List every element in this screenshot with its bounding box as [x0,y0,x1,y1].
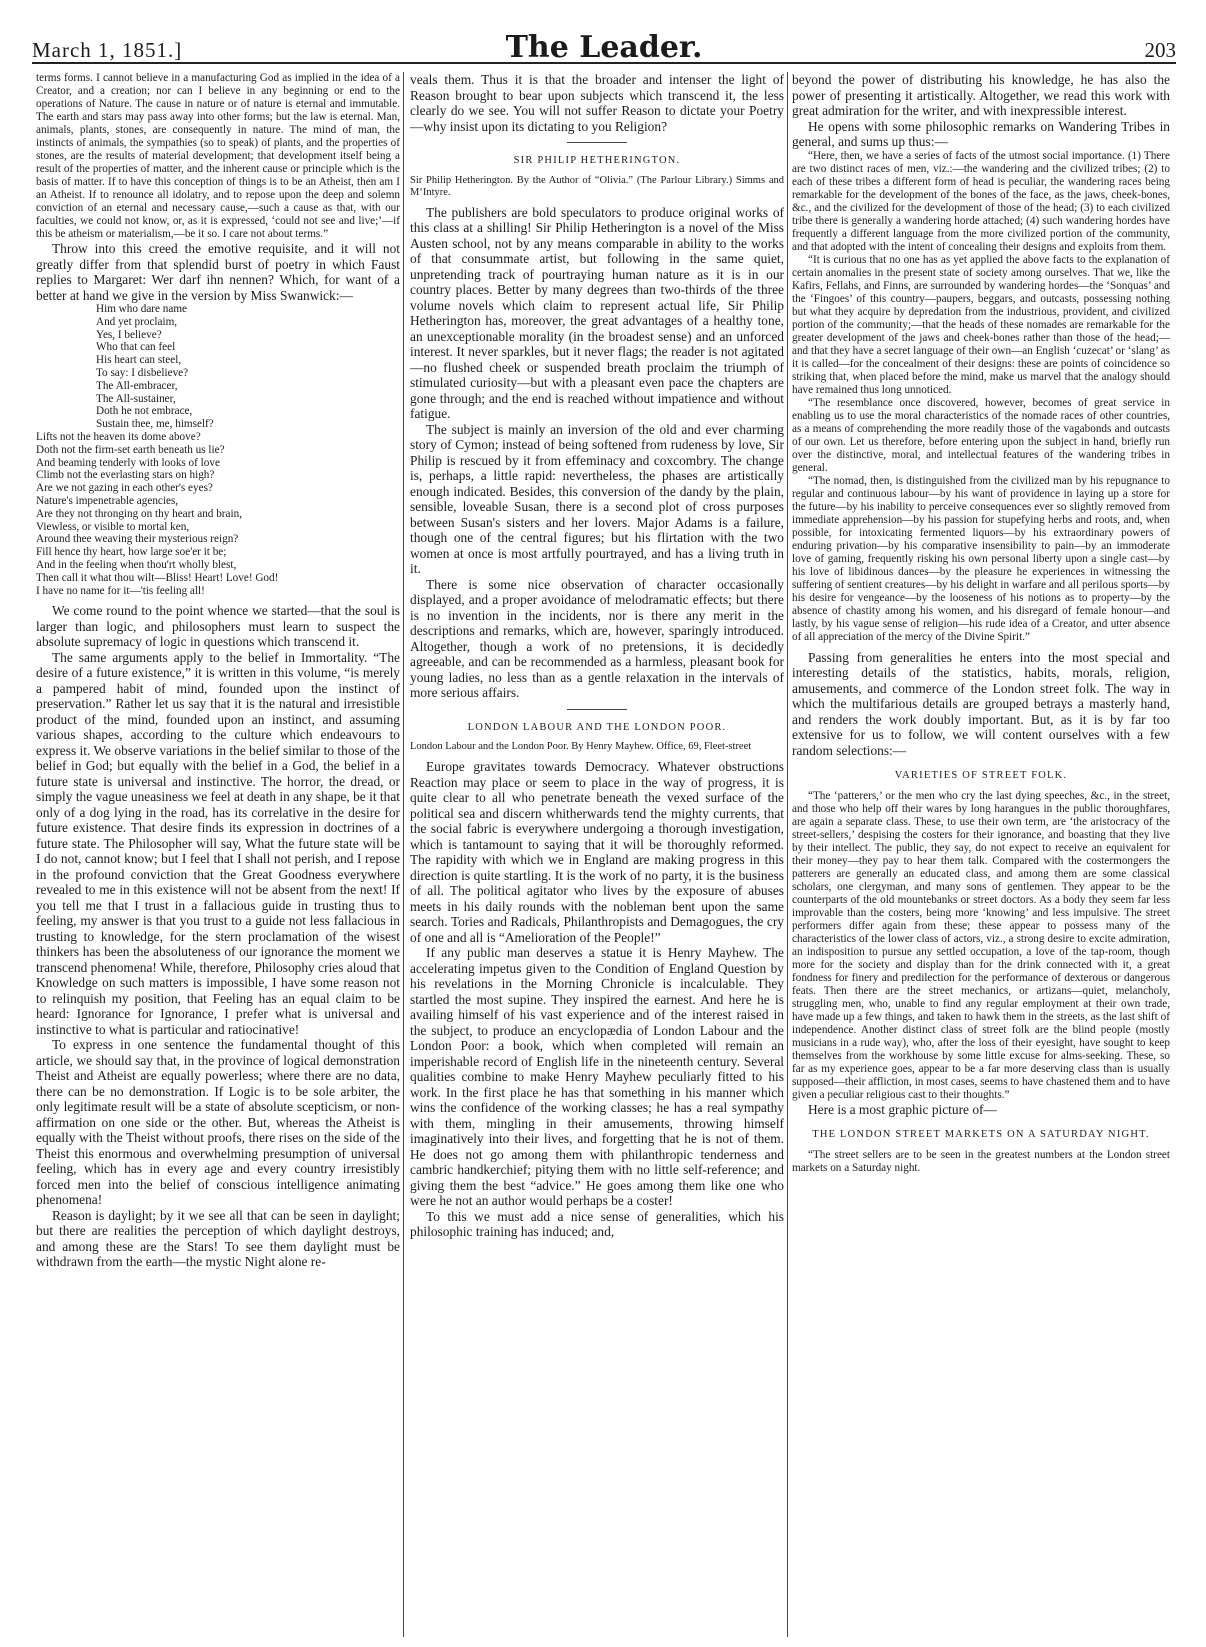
review-heading: LONDON LABOUR AND THE LONDON POOR. [467,721,727,733]
paragraph: Europe gravitates towards Democracy. Whatever obstructions Reaction may place or seem to place in the way of progress, it is quite clear to all who penetrate beneath the vexed surface of the political sea and discern whitherwards tend the mighty currents, that the social fabric is everywhere undergoing a thorough investigation, which is tantamount to saying that it will be thoroughly reformed. The rapidity with which we in England are making progress in this direction is quite startling. It is the work of no party, it is the business of all. The political agitator who lives by the exposure of abuses meets in his daily rounds with the nobleman bent upon the same search. Tories and Radicals, Philanthropists and Demagogues, the cry of one and all is “Amelioration of the People!” [410,759,784,945]
poem-line: I have no name for it—'tis feeling all! [36,584,205,597]
quote-block: “The nomad, then, is distinguished from the civilized man by his repugnance to regular and continuous labour—by his want of providence in laying up a store for the future—by his inability to perceive consequences ever so slightly removed from immediate apprehension—by his passion for stupefying herbs and roots, and, when possible, for intoxicating fermented liquors—by his extraordinary powers of enduring privation—by his comparative insensibility to pain—by an immoderate love of gaming, frequently risking his own personal liberty upon a single cast—by his love of libidinous dances—by the pleasure he experiences in witnessing the suffering of sentient creatures—by his delight in warfare and all perilous sports—by his desire for vengeance—by the looseness of his notions as to property—by the absence of chastity among his women, and his disregard of female honour—and lastly, by his vague sense of religion—his rude idea of a Creator, and utter absence of all appreciation of the mercy of the Divine Spirit.” [792,474,1170,643]
masthead-title: The Leader. [505,30,703,65]
column-3 [792,72,1170,1637]
quote-block: “The street sellers are to be seen in the greatest numbers at the London street markets on a Saturday night. [792,1148,1170,1174]
paragraph: beyond the power of distributing his knowledge, he has also the power of presenting it artistically. Altogether, we read this work with great admiration for the writer, and with inexpressible interest. [792,72,1170,118]
section-separator [567,142,627,143]
paragraph: The subject is mainly an inversion of the old and ever charming story of Cymon; instead of being softened from rudeness by love, Sir Philip is rescued by it from effeminacy and coxcombry. The change is, perhaps, a little rapid: nevertheless, the phases are artistically enough indicated. Besides, this conversion of the dandy by the plain, sensible, loveable Susan, there is a second plot of cross purposes between Susan's sisters and her lovers. Major Adams is a failure, though one of the central figures; but his flirtation with the two women at once is most artfully pourtrayed, and has a living truth in it. [410,421,784,576]
poem-line: Are they not thronging on thy heart and brain, [36,507,242,520]
quote-block: “It is curious that no one has as yet applied the above facts to the explanation of certain anomalies in the present state of society among ourselves. That we, like the Kafirs, Fellahs, and Finns, are surrounded by wandering hordes—the ‘Sonquas’ and the ‘Fingoes’ of this country—paupers, beggars, and outcasts, possessing nothing but what they acquire by depredation from the industrious, provident, and civilized portion of the community;—that the heads of these nomades are remarkable for the greater development of the jaws and cheek-bones rather than those of the head;—and that they have a secret language of their own—an English ‘cuzecat’ or ‘slang’ as it is called—for the concealment of their designs: these are points of coincidence so striking that, when placed before the mind, make us marvel that the analogy should have remained thus long unnoticed. [792,253,1170,396]
poem-line: Then call it what thou wilt—Bliss! Heart! Love! God! [36,571,279,584]
poem-line: Who that can feel [96,341,176,354]
issue-date: March 1, 1851.] [32,38,183,62]
column-1 [36,72,400,1637]
poem-line: Yes, I believe? [96,328,162,341]
poem-line: To say: I disbelieve? [96,366,189,379]
poem-line: Are we not gazing in each other's eyes? [36,482,213,495]
column-2 [410,72,784,1637]
poem-line: The All-sustainer, [96,392,176,405]
poem-line: Climb not the everlasting stars on high? [36,469,215,482]
poem-line: Lifts not the heaven its dome above? [36,430,201,443]
paragraph: veals them. Thus it is that the broader and intenser the light of Reason brought to bear upon subjects which transcend it, the less clearly do we see. You will not suffer Reason to dictate your Poetry—why insist upon its dictating to you Religion? [410,72,784,134]
paragraph: The publishers are bold speculators to produce original works of this class at a shilling! Sir Philip Hetherington is a novel of the Miss Austen school, not by any means comparable in ability to the works of that consummate artist, but following in the same quiet, unpretending track of pourtraying human nature as it is in our country places. Better by many degrees than two-thirds of the three volume novels which claim to represent actual life, Sir Philip Hetherington has, moreover, the great advantages of a healthy tone, an unexceptionable morality (in the broadest sense) and an unforced interest. It never sparkles, but it never flags; the reader is not agitated—no flushed cheek or suspended breath proclaim the triumph of stimulated curiosity—but with a pleasant even pace the chapters are gone through; and the end is reached without impatience and without fatigue. [410,204,784,421]
poem-line: Viewless, or visible to mortal ken, [36,520,190,533]
section-separator [567,709,627,710]
quote-block: “The resemblance once discovered, however, becomes of great service in enabling us to use the moral characteristics of the nomade races of other countries, as a means of comprehending the more readily those of the vagabonds and outcasts of our own. Let us therefore, before entering upon the subject in hand, briefly run over the distinctive, moral, and intellectual features of the wandering tribes in general. [792,396,1170,474]
poem-line: Him who dare name [96,303,188,315]
poem-line: Sustain thee, me, himself? [96,418,214,431]
paragraph: To express in one sentence the fundamental thought of this article, we should say that, in the province of logical demonstration Theist and Atheist are equally powerless; where there are no data, there can be no demonstration. If Logic is to be sole arbiter, the only legitimate result will be a state of absolute scepticism, or non-affirmation on one side or the other. But, whereas the Atheist is equally with the Theist without proofs, there rises on the side of the Theist this enormous and overwhelming presumption of universal feeling, which has in every age and every country irresistibly forced men into the belief of conscious intelligence animating phenomena! [36,1037,400,1208]
poem-line: And yet proclaim, [96,315,178,328]
poem-line: And beaming tenderly with looks of love [36,456,220,469]
page-number: 203 [1144,38,1176,62]
quote-block: terms forms. I cannot believe in a manufacturing God as implied in the idea of a Creator, and a creation; nor can I believe in any beginning or end to the operations of Nature. The cause in nature or of nature is eternal and immutable. The earth and stars may pass away into other forms; but the law is eternal. Man, animals, plants, stones, are consequently in nature. The mind of man, the instincts of animals, the sympathies (so to speak) of plants, and the properties of stones, are the results of material development; that development itself being a result of the properties of matter, and the inherent cause or principle which is the basis of matter. If to have this conception of things is to be an Atheist, then am I an Atheist. If to renounce all idolatry, and to repose upon the deep and solemn conviction of an eternal and necessary cause,—such a cause as that, with our faculties, we could not know, or, as it is expressed, ‘could not see and live;’—if this be atheism or materialism,—be it so. I care not about terms.” [36,72,400,240]
poem [36,303,400,597]
page-header [32,30,1176,76]
poem-line: Around thee weaving their mysterious reign? [36,533,239,546]
poem-line: Fill hence thy heart, how large soe'er it be; [36,546,227,559]
quote-block: “Here, then, we have a series of facts of the utmost social importance. (1) There are two distinct races of men, viz.:—the wandering and the civilized tribes; (2) to each of these tribes a different form of head is peculiar, the wandering races being remarkable for the development of the bones of the face, as the jaws, cheek-bones, &c., and the civilized for the development of those of the head; (3) to each civilized tribe there is generally a wandering horde attached; (4) such wandering hordes have frequently a different language from the more civilized portion of the community, and that adopted with the intent of concealing their designs and exploits from them. [792,149,1170,253]
review-heading: SIR PHILIP HETHERINGTON. [513,155,681,166]
paragraph: There is some nice observation of character occasionally displayed, and a proper avoidance of melodramatic effects; but there is no invention in the incidents, nor is there any merit in the descriptions and remarks, which are, however, sparingly introduced. Altogether, though a work of no pretensions, it is decidedly agreeable, and can be recommended as a harmless, pleasant book for young ladies, no less than as a gentle relaxation in the intervals of more serious affairs. [410,576,784,700]
paragraph: If any public man deserves a statue it is Henry Mayhew. The accelerating impetus given to the Condition of England Question by his revelations in the Morning Chronicle is incalculable. They startled the most supine. They inspired the earnest. And here he is availing himself of his vast experience and of the interest raised in the subject, to produce an encyclopædia of London Labour and the London Poor: a book, which when completed will remain an imperishable record of English life in the nineteenth century. Several qualities combine to make Henry Mayhew peculiarly fitted to his work. In the first place he has that something in his manner which wins the confidence of the working classes; he has a real sympathy with them, mingling in their amusements, throwing himself imaginatively into their lives, and forgetting that he is not of them. He does not go among them with philanthropic tenderness and cambric handkerchief; pitying them with no little self-reference; and giving them the best “advice.” He goes among them like one who were he not an author would perhaps be a coster! [410,945,784,1208]
poem-line: His heart can steel, [96,354,182,367]
quote-block: “The ‘patterers,’ or the men who cry the last dying speeches, &c., in the street, and those who help off their wares by long harangues in the public thoroughfares, are again a separate class. These, to use their own term, are ‘the aristocracy of the street-sellers,’ despising the costers for their ignorance, and boasting that they live by their intellect. The public, they say, do not expect to receive an equivalent for their money—they pay to hear them talk. Compared with the costermongers the patterers are generally an educated class, and among them are some classical scholars, one clergyman, and many sons of gentlemen. They appear to be the counterparts of the old mountebanks or street doctors. As a body they seem far less improvable than the costers, being more ‘knowing’ and less impulsive. The street performers differ again from these; these appear to possess many of the characteristics of the lower class of actors, viz., a strong desire to excite admiration, an indisposition to pursue any settled occupation, a love of the tap-room, though more for the society and display than for the drink connected with it, a great fondness for finery and predilection for the performance of dexterous or dangerous feats. Then there are the street mechanics, or artizans—quiet, melancholy, struggling men, who, unable to find any regular employment at their own trade, have made up a few things, and taken to hawk them in the streets, as the last shift of independence. Another distinct class of street folk are the blind people (mostly musicians in a rude way), who, after the loss of their eyesight, have sought to keep themselves from the workhouse by some little excuse for alms-seeking. These, so far as my experience goes, appear to be a far more deserving class than is usually supposed—their affliction, in most cases, seems to have chastened them and to have given a peculiar religious cast to their thoughts.” [792,789,1170,1101]
paragraph: Reason is daylight; by it we see all that can be seen in daylight; but there are realities the perception of which daylight destroys, and among these are the Stars! To see them daylight must be withdrawn from the earth—the mystic Night alone re- [36,1207,400,1270]
paragraph: Passing from generalities he enters into the most special and interesting details of the statistics, habits, morals, religion, amusements, and commerce of the London street folk. The way in which the multifarious details are grouped betrays a masterly hand, and renders the work doubly important. But, as it is by far too extensive for us to follow, we will content ourselves with a few random selections:— [792,649,1170,758]
review-bibliography: Sir Philip Hetherington. By the Author of “Olivia.” (The Parlour Library.) Simms and M‘Intyre. [410,174,784,198]
column-divider [403,72,404,1637]
paragraph: We come round to the point whence we started—that the soul is larger than logic, and philosophers must learn to suspect the absolute supremacy of logic in questions which transcend it. [36,603,400,650]
paragraph: Here is a most graphic picture of— [808,1101,997,1117]
paragraph: He opens with some philosophic remarks on Wandering Tribes in general, and sums up thus:— [792,118,1170,149]
poem-line: Nature's impenetrable agencies, [36,494,179,507]
poem-line: Doth he not embrace, [96,405,193,418]
poem-line: And in the feeling when thou'rt wholly blest, [36,558,237,571]
column-divider [787,72,788,1637]
header-rule [32,62,1176,64]
paragraph: The same arguments apply to the belief in Immortality. “The desire of a future existence,” it is written in this volume, “is merely a pampered habit of mind, founded upon the instinct of preservation.” Rather let us say that it is the natural and irresistible product of the mind, founded upon an instinct, and assuming various shapes, according to the culture which endeavours to express it. We observe variations in the belief similar to those of the belief in God; but equally with the belief in a God, the belief in a future state is universal and instinctive. The horror, the dread, or simply the vague uneasiness we feel at death in any shape, be it that only of a dog lying in the road, has its correlative in the desire for future existence. That desire finds its expression in doctrines of a future state. The Philosopher will say, What the future state will be I do not, cannot know; but I feel that I shall not perish, and I repose in the profound conviction that the Great Goodness everywhere revealed to me in this existence will not be absent from the next! If you tell me that I trust in a fallacious guide in trusting thus to feeling, my answer is that you trust to a guide not less fallacious in trusting to knowledge, for the stern proclamation of the wisest thinkers has been the absoluteness of our ignorance the moment we transcend phenomena! While, therefore, Philosophy cries aloud that Knowledge on such matters is impossible, I have some reason not to relinquish my position, that Feeling has an equal claim to be heard: Ignorance for Ignorance, I prefer what is universal and instinctive to what is particular and ratiocinative! [36,649,400,1037]
poem-line: Doth not the firm-set earth beneath us lie? [36,443,225,456]
subsection-heading: VARIETIES OF STREET FOLK. [894,770,1068,781]
paragraph: To this we must add a nice sense of generalities, which his philosophic training has induced; and, [410,1208,784,1239]
paragraph: Throw into this creed the emotive requisite, and it will not greatly differ from that splendid burst of poetry in which Faust replies to Margaret: Wer darf ihn nennen? Which, for want of a better at hand we give in the version by Miss Swanwick:— [36,241,400,303]
poem-line: The All-embracer, [96,379,178,392]
review-bibliography: London Labour and the London Poor. By Henry Mayhew. Office, 69, Fleet-street [410,741,752,752]
subsection-heading: THE LONDON STREET MARKETS ON A SATURDAY NIGHT. [812,1129,1150,1140]
